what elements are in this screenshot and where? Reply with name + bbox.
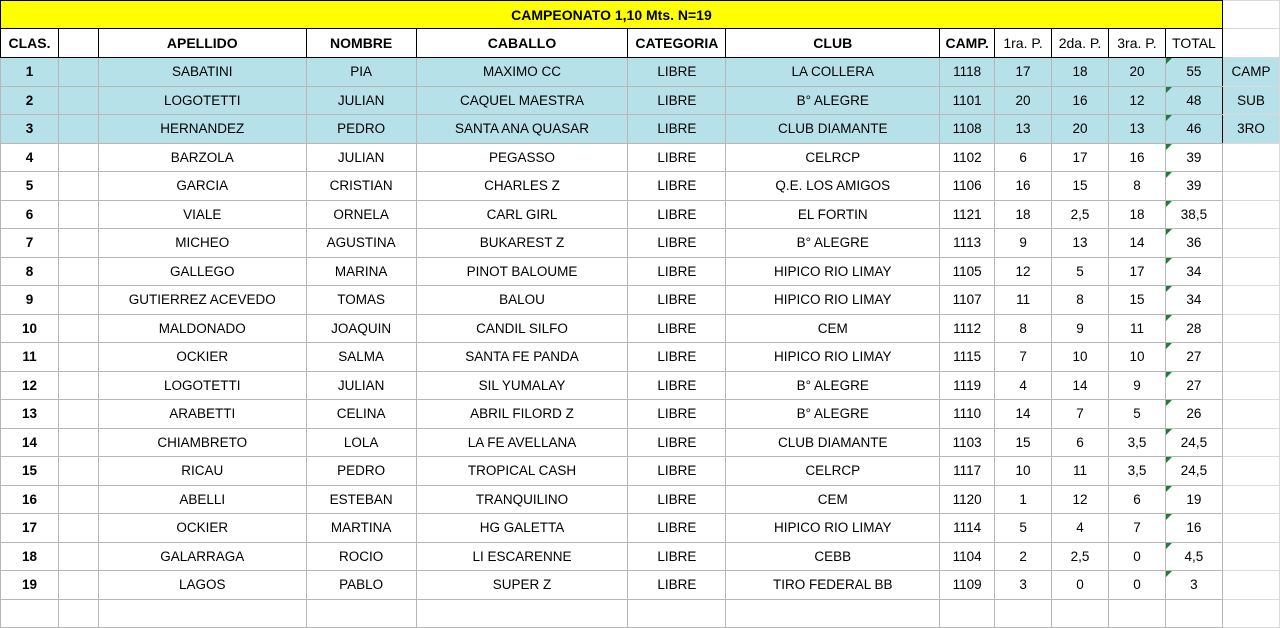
cell-categoria[interactable]: LIBRE xyxy=(628,514,726,543)
cell-total[interactable]: 38,5 xyxy=(1165,200,1222,229)
cell-club[interactable]: B° ALEGRE xyxy=(726,86,940,115)
cell-nombre[interactable]: CELINA xyxy=(306,400,416,429)
cell-p1[interactable]: 2 xyxy=(995,542,1052,571)
header-categoria[interactable]: CATEGORIA xyxy=(628,29,726,58)
cell-nombre[interactable]: PEDRO xyxy=(306,115,416,144)
table-row xyxy=(1,286,1280,315)
table-row xyxy=(1,58,1280,87)
blank-cell[interactable] xyxy=(58,343,98,372)
cell-apellido[interactable]: GARCIA xyxy=(98,172,306,201)
cell-p1[interactable]: 5 xyxy=(995,514,1052,543)
empty-cell[interactable] xyxy=(628,599,726,628)
blank-cell[interactable] xyxy=(58,514,98,543)
cell-total[interactable]: 26 xyxy=(1165,400,1222,429)
header-apellido[interactable]: APELLIDO xyxy=(98,29,306,58)
cell-p3[interactable]: 14 xyxy=(1109,229,1166,258)
cell-p3[interactable]: 16 xyxy=(1109,143,1166,172)
cell-club[interactable]: HIPICO RIO LIMAY xyxy=(726,514,940,543)
cell-p2[interactable]: 20 xyxy=(1052,115,1109,144)
cell-caballo[interactable]: LA FE AVELLANA xyxy=(416,428,628,457)
cell-p2[interactable]: 13 xyxy=(1052,229,1109,258)
blank-cell[interactable] xyxy=(58,257,98,286)
cell-total[interactable]: 3 xyxy=(1165,571,1222,600)
cell-p3[interactable]: 12 xyxy=(1109,86,1166,115)
cell-camp[interactable]: 1112 xyxy=(940,314,995,343)
empty-cell[interactable] xyxy=(1222,172,1279,201)
cell-categoria[interactable]: LIBRE xyxy=(628,172,726,201)
table-row xyxy=(1,514,1280,543)
cell-total[interactable]: 24,5 xyxy=(1165,428,1222,457)
header-p1[interactable]: 1ra. P. xyxy=(995,29,1052,58)
table-row xyxy=(1,485,1280,514)
header-nombre[interactable]: NOMBRE xyxy=(306,29,416,58)
empty-cell[interactable] xyxy=(1222,286,1279,315)
cell-camp[interactable]: 1121 xyxy=(940,200,995,229)
cell-club[interactable]: HIPICO RIO LIMAY xyxy=(726,343,940,372)
cell-p1[interactable]: 11 xyxy=(995,286,1052,315)
cell-p2[interactable]: 11 xyxy=(1052,457,1109,486)
cell-clas[interactable]: 11 xyxy=(1,343,59,372)
cell-apellido[interactable]: HERNANDEZ xyxy=(98,115,306,144)
cell-p2[interactable]: 9 xyxy=(1052,314,1109,343)
empty-cell[interactable] xyxy=(1109,599,1166,628)
cell-caballo[interactable]: HG GALETTA xyxy=(416,514,628,543)
table-row xyxy=(1,571,1280,600)
cell-apellido[interactable]: VIALE xyxy=(98,200,306,229)
cell-p2[interactable]: 2,5 xyxy=(1052,200,1109,229)
cell-caballo[interactable]: MAXIMO CC xyxy=(416,58,628,87)
cell-apellido[interactable]: ABELLI xyxy=(98,485,306,514)
cell-club[interactable]: CEBB xyxy=(726,542,940,571)
cell-p2[interactable]: 10 xyxy=(1052,343,1109,372)
cell-p3[interactable]: 15 xyxy=(1109,286,1166,315)
cell-camp[interactable]: 1106 xyxy=(940,172,995,201)
cell-apellido[interactable]: OCKIER xyxy=(98,514,306,543)
cell-club[interactable]: B° ALEGRE xyxy=(726,229,940,258)
blank-cell[interactable] xyxy=(58,485,98,514)
cell-clas[interactable]: 8 xyxy=(1,257,59,286)
cell-nombre[interactable]: PABLO xyxy=(306,571,416,600)
cell-clas[interactable]: 10 xyxy=(1,314,59,343)
cell-p3[interactable]: 7 xyxy=(1109,514,1166,543)
header-p2[interactable]: 2da. P. xyxy=(1052,29,1109,58)
cell-club[interactable]: LA COLLERA xyxy=(726,58,940,87)
cell-caballo[interactable]: ABRIL FILORD Z xyxy=(416,400,628,429)
cell-nombre[interactable]: LOLA xyxy=(306,428,416,457)
cell-club[interactable]: CELRCP xyxy=(726,457,940,486)
empty-cell[interactable] xyxy=(1222,29,1279,58)
empty-cell[interactable] xyxy=(995,599,1052,628)
cell-total[interactable]: 48 xyxy=(1165,86,1222,115)
cell-camp[interactable]: 1120 xyxy=(940,485,995,514)
cell-camp[interactable]: 1110 xyxy=(940,400,995,429)
cell-club[interactable]: CLUB DIAMANTE xyxy=(726,428,940,457)
cell-p3[interactable]: 13 xyxy=(1109,115,1166,144)
cell-total[interactable]: 34 xyxy=(1165,286,1222,315)
cell-clas[interactable]: 12 xyxy=(1,371,59,400)
cell-total[interactable]: 19 xyxy=(1165,485,1222,514)
cell-categoria[interactable]: LIBRE xyxy=(628,286,726,315)
table-row xyxy=(1,343,1280,372)
cell-club[interactable]: TIRO FEDERAL BB xyxy=(726,571,940,600)
cell-nombre[interactable]: JOAQUIN xyxy=(306,314,416,343)
header-p3[interactable]: 3ra. P. xyxy=(1109,29,1166,58)
cell-categoria[interactable]: LIBRE xyxy=(628,457,726,486)
empty-cell[interactable] xyxy=(1222,1,1279,29)
cell-caballo[interactable]: TRANQUILINO xyxy=(416,485,628,514)
cell-clas[interactable]: 4 xyxy=(1,143,59,172)
cell-camp[interactable]: 1103 xyxy=(940,428,995,457)
cell-categoria[interactable]: LIBRE xyxy=(628,428,726,457)
cell-p2[interactable]: 15 xyxy=(1052,172,1109,201)
cell-total[interactable]: 46 xyxy=(1165,115,1222,144)
cell-categoria[interactable]: LIBRE xyxy=(628,86,726,115)
cell-clas[interactable]: 3 xyxy=(1,115,59,144)
table-row xyxy=(1,314,1280,343)
cell-clas[interactable]: 17 xyxy=(1,514,59,543)
award-label[interactable]: SUB xyxy=(1222,86,1279,115)
empty-cell[interactable] xyxy=(1,599,59,628)
header-total[interactable]: TOTAL xyxy=(1165,29,1222,58)
cell-p1[interactable]: 6 xyxy=(995,143,1052,172)
cell-categoria[interactable]: LIBRE xyxy=(628,343,726,372)
cell-p3[interactable]: 9 xyxy=(1109,371,1166,400)
cell-caballo[interactable]: CANDIL SILFO xyxy=(416,314,628,343)
header-club[interactable]: CLUB xyxy=(726,29,940,58)
cell-club[interactable]: B° ALEGRE xyxy=(726,371,940,400)
empty-cell[interactable] xyxy=(1222,542,1279,571)
cell-total[interactable]: 55 xyxy=(1165,58,1222,87)
empty-row xyxy=(1,599,1280,628)
cell-camp[interactable]: 1114 xyxy=(940,514,995,543)
header-clas[interactable]: CLAS. xyxy=(1,29,59,58)
cell-p1[interactable]: 12 xyxy=(995,257,1052,286)
cell-p3[interactable]: 0 xyxy=(1109,571,1166,600)
cell-caballo[interactable]: SANTA ANA QUASAR xyxy=(416,115,628,144)
cell-categoria[interactable]: LIBRE xyxy=(628,314,726,343)
cell-caballo[interactable]: SUPER Z xyxy=(416,571,628,600)
empty-cell[interactable] xyxy=(1222,314,1279,343)
cell-club[interactable]: CEM xyxy=(726,485,940,514)
cell-nombre[interactable]: MARINA xyxy=(306,257,416,286)
cell-categoria[interactable]: LIBRE xyxy=(628,542,726,571)
blank-cell[interactable] xyxy=(58,371,98,400)
cell-nombre[interactable]: ORNELA xyxy=(306,200,416,229)
cell-total[interactable]: 39 xyxy=(1165,172,1222,201)
cell-p1[interactable]: 20 xyxy=(995,86,1052,115)
cell-camp[interactable]: 1113 xyxy=(940,229,995,258)
cell-p2[interactable]: 17 xyxy=(1052,143,1109,172)
empty-cell[interactable] xyxy=(940,599,995,628)
empty-cell[interactable] xyxy=(1222,371,1279,400)
cell-apellido[interactable]: MICHEO xyxy=(98,229,306,258)
empty-cell[interactable] xyxy=(1222,571,1279,600)
cell-camp[interactable]: 1108 xyxy=(940,115,995,144)
cell-nombre[interactable]: MARTINA xyxy=(306,514,416,543)
cell-apellido[interactable]: SABATINI xyxy=(98,58,306,87)
cell-nombre[interactable]: CRISTIAN xyxy=(306,172,416,201)
cell-nombre[interactable]: SALMA xyxy=(306,343,416,372)
cell-categoria[interactable]: LIBRE xyxy=(628,371,726,400)
cell-caballo[interactable]: PEGASSO xyxy=(416,143,628,172)
cell-apellido[interactable]: GALLEGO xyxy=(98,257,306,286)
cell-categoria[interactable]: LIBRE xyxy=(628,200,726,229)
cell-clas[interactable]: 18 xyxy=(1,542,59,571)
cell-p2[interactable]: 12 xyxy=(1052,485,1109,514)
empty-cell[interactable] xyxy=(1052,599,1109,628)
cell-nombre[interactable]: ROCIO xyxy=(306,542,416,571)
cell-clas[interactable]: 15 xyxy=(1,457,59,486)
cell-p3[interactable]: 3,5 xyxy=(1109,457,1166,486)
blank-cell[interactable] xyxy=(58,115,98,144)
cell-caballo[interactable]: SANTA FE PANDA xyxy=(416,343,628,372)
cell-p3[interactable]: 3,5 xyxy=(1109,428,1166,457)
cell-clas[interactable]: 2 xyxy=(1,86,59,115)
header-caballo[interactable]: CABALLO xyxy=(416,29,628,58)
cell-p2[interactable]: 0 xyxy=(1052,571,1109,600)
cell-nombre[interactable]: PEDRO xyxy=(306,457,416,486)
empty-cell[interactable] xyxy=(1222,343,1279,372)
cell-categoria[interactable]: LIBRE xyxy=(628,229,726,258)
empty-cell[interactable] xyxy=(1222,457,1279,486)
blank-cell[interactable] xyxy=(58,400,98,429)
empty-cell[interactable] xyxy=(1222,485,1279,514)
cell-camp[interactable]: 1101 xyxy=(940,86,995,115)
empty-cell[interactable] xyxy=(1222,428,1279,457)
cell-clas[interactable]: 7 xyxy=(1,229,59,258)
cell-apellido[interactable]: LOGOTETTI xyxy=(98,371,306,400)
cell-p1[interactable]: 9 xyxy=(995,229,1052,258)
blank-cell[interactable] xyxy=(58,172,98,201)
award-label[interactable]: 3RO xyxy=(1222,115,1279,144)
cell-p3[interactable]: 6 xyxy=(1109,485,1166,514)
cell-nombre[interactable]: JULIAN xyxy=(306,143,416,172)
cell-p3[interactable]: 10 xyxy=(1109,343,1166,372)
cell-p2[interactable]: 7 xyxy=(1052,400,1109,429)
cell-p1[interactable]: 10 xyxy=(995,457,1052,486)
empty-cell[interactable] xyxy=(1222,257,1279,286)
cell-camp[interactable]: 1115 xyxy=(940,343,995,372)
cell-apellido[interactable]: OCKIER xyxy=(98,343,306,372)
empty-cell[interactable] xyxy=(1165,599,1222,628)
cell-categoria[interactable]: LIBRE xyxy=(628,58,726,87)
cell-camp[interactable]: 1118 xyxy=(940,58,995,87)
cell-p3[interactable]: 17 xyxy=(1109,257,1166,286)
cell-categoria[interactable]: LIBRE xyxy=(628,143,726,172)
title-row xyxy=(1,1,1280,29)
cell-p1[interactable]: 17 xyxy=(995,58,1052,87)
cell-categoria[interactable]: LIBRE xyxy=(628,571,726,600)
cell-total[interactable]: 34 xyxy=(1165,257,1222,286)
cell-total[interactable]: 4,5 xyxy=(1165,542,1222,571)
cell-caballo[interactable]: CHARLES Z xyxy=(416,172,628,201)
cell-nombre[interactable]: AGUSTINA xyxy=(306,229,416,258)
blank-cell[interactable] xyxy=(58,200,98,229)
cell-nombre[interactable]: JULIAN xyxy=(306,86,416,115)
cell-apellido[interactable]: LAGOS xyxy=(98,571,306,600)
cell-categoria[interactable]: LIBRE xyxy=(628,400,726,429)
table-row xyxy=(1,143,1280,172)
empty-cell[interactable] xyxy=(1222,229,1279,258)
cell-total[interactable]: 16 xyxy=(1165,514,1222,543)
cell-nombre[interactable]: TOMAS xyxy=(306,286,416,315)
cell-total[interactable]: 24,5 xyxy=(1165,457,1222,486)
cell-apellido[interactable]: GALARRAGA xyxy=(98,542,306,571)
cell-p2[interactable]: 14 xyxy=(1052,371,1109,400)
cell-nombre[interactable]: JULIAN xyxy=(306,371,416,400)
blank-cell[interactable] xyxy=(58,86,98,115)
empty-cell[interactable] xyxy=(1222,143,1279,172)
cell-p1[interactable]: 13 xyxy=(995,115,1052,144)
cell-clas[interactable]: 19 xyxy=(1,571,59,600)
cell-p2[interactable]: 4 xyxy=(1052,514,1109,543)
cell-p1[interactable]: 16 xyxy=(995,172,1052,201)
cell-p1[interactable]: 15 xyxy=(995,428,1052,457)
cell-total[interactable]: 27 xyxy=(1165,371,1222,400)
empty-cell[interactable] xyxy=(726,599,940,628)
cell-total[interactable]: 39 xyxy=(1165,143,1222,172)
blank-cell[interactable] xyxy=(58,143,98,172)
cell-clas[interactable]: 1 xyxy=(1,58,59,87)
empty-cell[interactable] xyxy=(58,599,98,628)
cell-camp[interactable]: 1102 xyxy=(940,143,995,172)
cell-apellido[interactable]: RICAU xyxy=(98,457,306,486)
cell-p1[interactable]: 1 xyxy=(995,485,1052,514)
cell-total[interactable]: 27 xyxy=(1165,343,1222,372)
cell-club[interactable]: CELRCP xyxy=(726,143,940,172)
cell-total[interactable]: 36 xyxy=(1165,229,1222,258)
cell-apellido[interactable]: ARABETTI xyxy=(98,400,306,429)
cell-caballo[interactable]: BUKAREST Z xyxy=(416,229,628,258)
cell-caballo[interactable]: TROPICAL CASH xyxy=(416,457,628,486)
cell-categoria[interactable]: LIBRE xyxy=(628,115,726,144)
table-row xyxy=(1,257,1280,286)
empty-cell[interactable] xyxy=(1222,400,1279,429)
cell-clas[interactable]: 5 xyxy=(1,172,59,201)
cell-nombre[interactable]: PIA xyxy=(306,58,416,87)
cell-p1[interactable]: 3 xyxy=(995,571,1052,600)
cell-p3[interactable]: 20 xyxy=(1109,58,1166,87)
cell-club[interactable]: B° ALEGRE xyxy=(726,400,940,429)
table-row xyxy=(1,428,1280,457)
table-row xyxy=(1,115,1280,144)
cell-p3[interactable]: 18 xyxy=(1109,200,1166,229)
cell-p3[interactable]: 5 xyxy=(1109,400,1166,429)
table-row xyxy=(1,400,1280,429)
cell-p2[interactable]: 16 xyxy=(1052,86,1109,115)
empty-cell[interactable] xyxy=(416,599,628,628)
cell-apellido[interactable]: LOGOTETTI xyxy=(98,86,306,115)
cell-categoria[interactable]: LIBRE xyxy=(628,485,726,514)
cell-p1[interactable]: 14 xyxy=(995,400,1052,429)
blank-cell[interactable] xyxy=(58,457,98,486)
cell-clas[interactable]: 14 xyxy=(1,428,59,457)
table-row xyxy=(1,457,1280,486)
table-row xyxy=(1,200,1280,229)
cell-camp[interactable]: 1104 xyxy=(940,542,995,571)
empty-cell[interactable] xyxy=(1222,200,1279,229)
cell-club[interactable]: CEM xyxy=(726,314,940,343)
table-row xyxy=(1,86,1280,115)
header-row xyxy=(1,29,1280,58)
cell-camp[interactable]: 1119 xyxy=(940,371,995,400)
cell-caballo[interactable]: CAQUEL MAESTRA xyxy=(416,86,628,115)
header-blank[interactable] xyxy=(58,29,98,58)
cell-apellido[interactable]: GUTIERREZ ACEVEDO xyxy=(98,286,306,315)
cell-apellido[interactable]: BARZOLA xyxy=(98,143,306,172)
blank-cell[interactable] xyxy=(58,229,98,258)
cell-p1[interactable]: 8 xyxy=(995,314,1052,343)
blank-cell[interactable] xyxy=(58,286,98,315)
cell-caballo[interactable]: PINOT BALOUME xyxy=(416,257,628,286)
table-row xyxy=(1,229,1280,258)
empty-cell[interactable] xyxy=(1222,599,1279,628)
cell-clas[interactable]: 13 xyxy=(1,400,59,429)
blank-cell[interactable] xyxy=(58,58,98,87)
cell-camp[interactable]: 1107 xyxy=(940,286,995,315)
table-row xyxy=(1,371,1280,400)
cell-caballo[interactable]: SIL YUMALAY xyxy=(416,371,628,400)
cell-clas[interactable]: 16 xyxy=(1,485,59,514)
sheet-title[interactable]: CAMPEONATO 1,10 Mts. N=19 xyxy=(1,1,1223,29)
cell-p1[interactable]: 4 xyxy=(995,371,1052,400)
cell-clas[interactable]: 9 xyxy=(1,286,59,315)
cell-club[interactable]: HIPICO RIO LIMAY xyxy=(726,257,940,286)
blank-cell[interactable] xyxy=(58,542,98,571)
cell-p2[interactable]: 5 xyxy=(1052,257,1109,286)
cell-p2[interactable]: 6 xyxy=(1052,428,1109,457)
cell-apellido[interactable]: CHIAMBRETO xyxy=(98,428,306,457)
cell-club[interactable]: EL FORTIN xyxy=(726,200,940,229)
header-camp[interactable]: CAMP. xyxy=(940,29,995,58)
cell-caballo[interactable]: BALOU xyxy=(416,286,628,315)
cell-p1[interactable]: 18 xyxy=(995,200,1052,229)
cell-club[interactable]: Q.E. LOS AMIGOS xyxy=(726,172,940,201)
cell-p3[interactable]: 8 xyxy=(1109,172,1166,201)
cell-camp[interactable]: 1109 xyxy=(940,571,995,600)
cell-apellido[interactable]: MALDONADO xyxy=(98,314,306,343)
cell-caballo[interactable]: LI ESCARENNE xyxy=(416,542,628,571)
cell-p2[interactable]: 18 xyxy=(1052,58,1109,87)
cell-p2[interactable]: 2,5 xyxy=(1052,542,1109,571)
blank-cell[interactable] xyxy=(58,571,98,600)
cell-clas[interactable]: 6 xyxy=(1,200,59,229)
cell-total[interactable]: 28 xyxy=(1165,314,1222,343)
empty-cell[interactable] xyxy=(306,599,416,628)
cell-camp[interactable]: 1105 xyxy=(940,257,995,286)
blank-cell[interactable] xyxy=(58,428,98,457)
cell-camp[interactable]: 1117 xyxy=(940,457,995,486)
cell-club[interactable]: CLUB DIAMANTE xyxy=(726,115,940,144)
empty-cell[interactable] xyxy=(98,599,306,628)
cell-p3[interactable]: 11 xyxy=(1109,314,1166,343)
cell-p3[interactable]: 0 xyxy=(1109,542,1166,571)
cell-club[interactable]: HIPICO RIO LIMAY xyxy=(726,286,940,315)
table-row xyxy=(1,542,1280,571)
cell-categoria[interactable]: LIBRE xyxy=(628,257,726,286)
cell-p1[interactable]: 7 xyxy=(995,343,1052,372)
table-row xyxy=(1,172,1280,201)
cell-caballo[interactable]: CARL GIRL xyxy=(416,200,628,229)
empty-cell[interactable] xyxy=(1222,514,1279,543)
cell-nombre[interactable]: ESTEBAN xyxy=(306,485,416,514)
award-label[interactable]: CAMP xyxy=(1222,58,1279,87)
blank-cell[interactable] xyxy=(58,314,98,343)
cell-p2[interactable]: 8 xyxy=(1052,286,1109,315)
